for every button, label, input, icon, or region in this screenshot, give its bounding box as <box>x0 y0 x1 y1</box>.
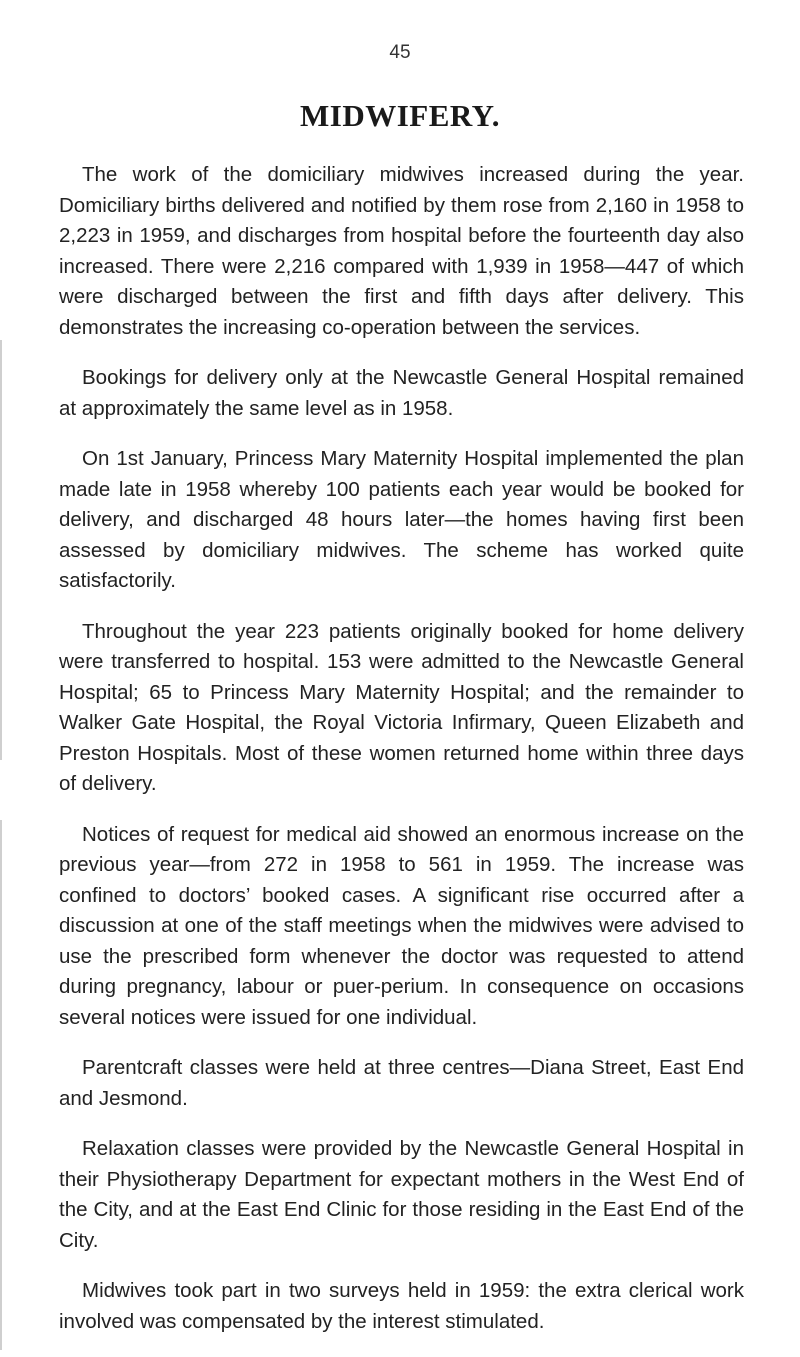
paragraph-parentcraft-classes: Parentcraft classes were held at three centres—Diana Street, East End and Jesmond. <box>59 1056 744 1110</box>
paragraph-relaxation-classes: Relaxation classes were provided by the Newcastle General Hospital in their Physiotherapy Department for expectant mothers in the West End of the City, and at the East End Clinic for those residing in the East End of the City. <box>59 1137 744 1252</box>
paragraph-princess-mary-plan: On 1st January, Princess Mary Maternity Hospital implemented the plan made late in 1958 whereby 100 patients each year would be booked for delivery, and discharged 48 hours later—the homes having first been assessed by domiciliary midwives. The scheme has worked quite satisfactorily. <box>59 447 744 592</box>
page-title: MIDWIFERY. <box>300 98 500 133</box>
paragraph-medical-aid-notices: Notices of request for medical aid showed an enormous increase on the previous year—from 272 in 1958 to 561 in 1959. The increase was confined to doctors’ booked cases. A significant rise occurred after a discussion at one of the staff meetings when the midwives were advised to use the prescribed form whenever the doctor was requested to attend during pregnancy, labour or puer-perium. In consequence on occasions several notices were issued for one individual. <box>59 822 744 1029</box>
paragraph-surveys: Midwives took part in two surveys held in 1959: the extra clerical work involved was compensated by the interest stimulated. <box>59 1279 744 1333</box>
paragraph-domiciliary-midwives: The work of the domiciliary midwives increased during the year. Domiciliary births delivered and notified by them rose from 2,160 in 1958 to 2,223 in 1959, and discharges from hospital before the fourteenth day also increased. There were 2,216 compared with 1,939 in 1958—447 of which were discharged between the first and fifth days after delivery. This demonstrates the increasing co-operation between the services. <box>59 163 744 339</box>
paragraph-transfers: Throughout the year 223 patients originally booked for home delivery were transferred to hospital. 153 were admitted to the Newcastle General Hospital; 65 to Princess Mary Maternity Hospital; and the remainder to Walker Gate Hospital, the Royal Victoria Infirmary, Queen Elizabeth and Preston Hospitals. Most of these women returned home within three days of delivery. <box>59 619 744 795</box>
scan-edge-mark-lower <box>0 820 2 1350</box>
paragraph-bookings: Bookings for delivery only at the Newcastle General Hospital remained at approximately the same level as in 1958. <box>59 366 744 420</box>
body-text <box>59 160 744 1357</box>
scan-edge-mark-upper <box>0 340 2 760</box>
page-number: 45 <box>389 42 411 63</box>
